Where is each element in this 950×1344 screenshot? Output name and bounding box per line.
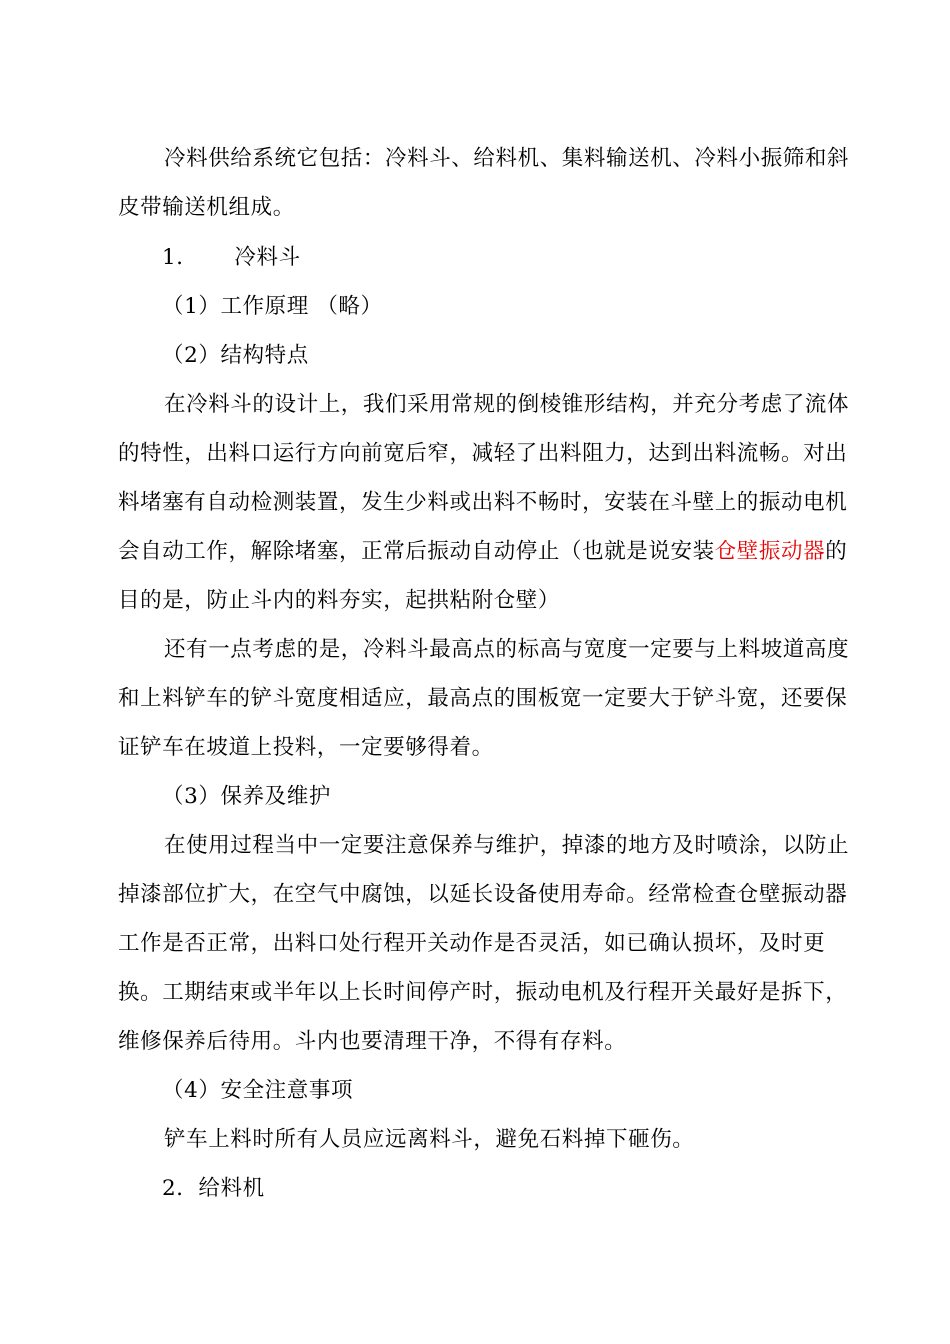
intro-paragraph: 冷料供给系统它包括：冷料斗、给料机、集料输送机、冷料小振筛和斜皮带输送机组成。 — [118, 146, 850, 220]
structure-text-b: 的目的是，防止斗内的料夯实，起拱粘附仓壁） — [118, 539, 848, 613]
safety-paragraph: 铲车上料时所有人员应远离料斗，避免石料掉下砸伤。 — [164, 1127, 695, 1152]
subheading-safety: （4）安全注意事项 — [162, 1078, 354, 1103]
section-heading-1 — [162, 233, 904, 282]
subheading-maintenance: （3）保养及维护 — [162, 784, 331, 809]
section-title-1: 冷料斗 — [234, 245, 301, 270]
bin-vibrator-link[interactable]: 仓壁振动器 — [714, 539, 826, 564]
structure-text-a: 在冷料斗的设计上，我们采用常规的倒棱锥形结构，并充分考虑了流体的特性，出料口运行方向前宽后窄，减轻了出料阻力，达到出料流畅。对出料堵塞有自动检测装置，发生少料或出料不畅时，安装在斗壁上的振动电机会自动工作，解除堵塞，正常后振动自动停止（也就是说安装 — [118, 392, 850, 564]
subheading-working-principle: （1）工作原理 （略） — [162, 294, 383, 319]
subheading-structure: （2）结构特点 — [162, 343, 309, 368]
design-consideration-paragraph: 还有一点考虑的是，冷料斗最高点的标高与宽度一定要与上料坡道高度和上料铲车的铲斗宽度相适应，最高点的围板宽一定要大于铲斗宽，还要保证铲车在坡道上投料，一定要够得着。 — [118, 637, 850, 760]
section-number-1: 1． — [162, 245, 199, 270]
maintenance-paragraph: 在使用过程当中一定要注意保养与维护，掉漆的地方及时喷涂，以防止掉漆部位扩大，在空气中腐蚀，以延长设备使用寿命。经常检查仓壁振动器工作是否正常，出料口处行程开关动作是否灵活，如已确认损坏，及时更换。工期结束或半年以上长时间停产时，振动电机及行程开关最好是拆下，维修保养后待用。斗内也要清理干净，不得有存料。 — [118, 833, 850, 1054]
section-heading-2: 2．给料机 — [162, 1176, 265, 1201]
structure-paragraph — [118, 380, 860, 625]
